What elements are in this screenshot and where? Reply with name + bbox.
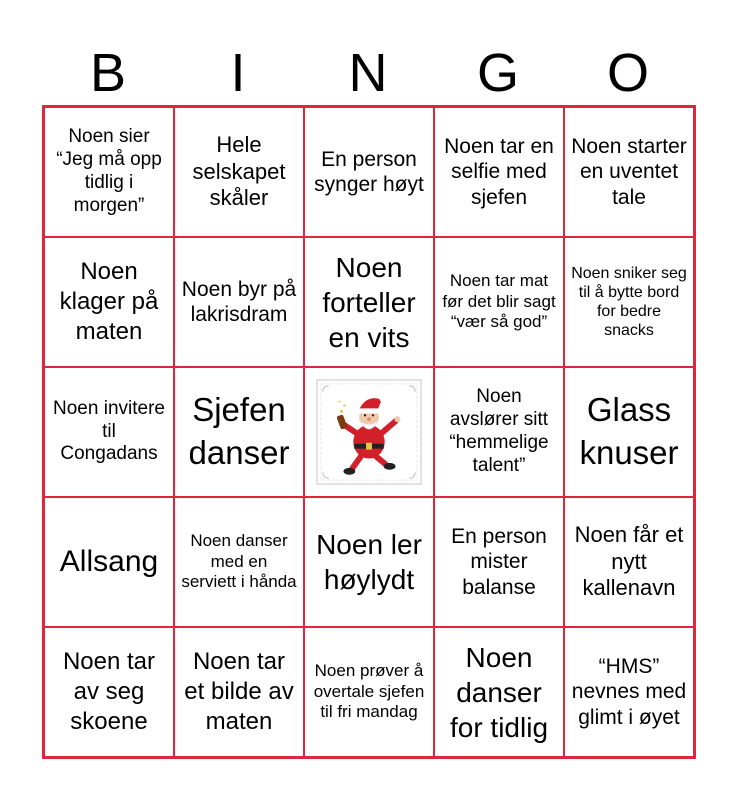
bingo-cell[interactable]	[174, 367, 304, 497]
bingo-cell[interactable]	[434, 237, 564, 367]
bingo-cell[interactable]	[44, 237, 174, 367]
bingo-cell[interactable]	[304, 497, 434, 627]
cell-text: En person synger høyt	[314, 147, 424, 196]
bingo-cell[interactable]	[434, 367, 564, 497]
cell-text: Noen ler høylydt	[316, 529, 422, 595]
bingo-cell[interactable]	[44, 497, 174, 627]
header-letter-i: I	[230, 43, 246, 103]
cell-text: Noen forteller en vits	[322, 251, 416, 353]
cell-text: Noen prøver å overtale sjefen til fri mandag	[313, 661, 425, 722]
cell-text: Hele selskapet skåler	[192, 132, 286, 211]
cell-text: Glass knuser	[579, 391, 679, 471]
bingo-cell[interactable]	[564, 367, 694, 497]
bingo-cell[interactable]	[434, 497, 564, 627]
cell-text: “HMS” nevnes med glimt i øyet	[571, 655, 687, 729]
cell-text: Noen får et nytt kallenavn	[574, 522, 684, 601]
cell-text: Noen sier “Jeg må opp tidlig i morgen”	[56, 126, 162, 216]
cell-text: Noen danser med en serviett i hånda	[181, 531, 297, 592]
cell-text: Sjefen danser	[188, 391, 290, 471]
free-space-cell[interactable]	[304, 367, 434, 497]
bingo-cell[interactable]	[44, 367, 174, 497]
bingo-cell[interactable]	[434, 107, 564, 237]
cell-text: Noen sniker seg til å bytte bord for bedre snacks	[571, 264, 687, 340]
dancing-santa-icon	[315, 378, 423, 486]
bingo-cell[interactable]	[174, 107, 304, 237]
bingo-cell[interactable]	[564, 627, 694, 757]
bingo-cell[interactable]	[44, 627, 174, 757]
cell-text: Noen tar mat før det blir sagt “vær så god”	[442, 271, 556, 332]
header-letter-g: G	[476, 43, 519, 103]
bingo-cell[interactable]	[304, 107, 434, 237]
bingo-cell[interactable]	[44, 107, 174, 237]
cell-text: Noen starter en uventet tale	[571, 135, 687, 209]
bingo-cell[interactable]	[174, 237, 304, 367]
cell-text: Noen tar et bilde av maten	[184, 648, 294, 735]
bingo-cell[interactable]	[174, 497, 304, 627]
bingo-cell[interactable]	[174, 627, 304, 757]
bingo-cell[interactable]	[564, 107, 694, 237]
header-letter-o: O	[606, 43, 649, 103]
cell-text: Allsang	[59, 545, 159, 578]
cell-text: Noen invitere til Congadans	[53, 397, 165, 465]
cell-text: Noen danser for tidlig	[449, 641, 549, 743]
cell-text: En person mister balanse	[451, 525, 547, 599]
bingo-cell[interactable]	[564, 497, 694, 627]
cell-text: Noen tar av seg skoene	[62, 648, 156, 735]
bingo-cell[interactable]	[304, 627, 434, 757]
bingo-cell[interactable]	[304, 237, 434, 367]
bingo-cell[interactable]	[564, 237, 694, 367]
header-letter-b: B	[89, 43, 127, 103]
cell-text: Noen tar en selfie med sjefen	[444, 135, 554, 209]
bingo-board	[42, 105, 696, 759]
cell-text: Noen byr på lakrisdram	[181, 277, 297, 326]
cell-text: Noen avslører sitt “hemmelige talent”	[449, 386, 549, 476]
cell-text: Noen klager på maten	[59, 258, 159, 345]
bingo-cell[interactable]	[434, 627, 564, 757]
header-letter-n: N	[348, 43, 388, 103]
bingo-header	[43, 40, 693, 106]
